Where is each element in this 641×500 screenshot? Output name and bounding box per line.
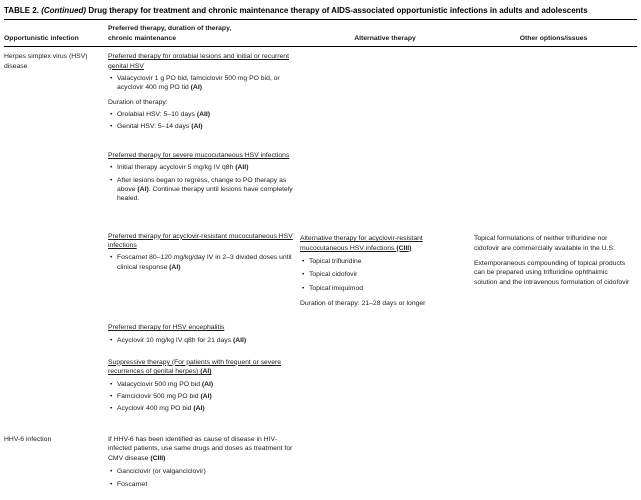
severe-mucocutaneous-heading: Preferred therapy for severe mucocutaneous HSV infections bbox=[108, 151, 290, 159]
therapy-text: After lesions began to regress, change to PO therapy as above bbox=[117, 176, 287, 193]
evidence-grade: (AI) bbox=[190, 84, 202, 92]
heading-text: Alternative therapy for acyclovir-resistant mucocutaneous HSV infections bbox=[300, 235, 423, 252]
column-header-preferred-therapy bbox=[108, 24, 296, 43]
evidence-grade: (AII) bbox=[235, 164, 249, 172]
alternative-imiquimod-bullet bbox=[300, 284, 470, 293]
column-header-other-options: Other options/issues bbox=[519, 34, 588, 42]
evidence-grade: (AI) bbox=[201, 380, 214, 388]
therapy-text: Acyclovir 400 mg PO bid bbox=[117, 405, 192, 413]
suppressive-acyclovir-bullet bbox=[108, 404, 296, 413]
evidence-grade: (AI) bbox=[169, 263, 181, 271]
hsv-preferred-cell bbox=[108, 52, 296, 414]
therapy-text: Initial therapy acyclovir 5 mg/kg IV q8h bbox=[117, 164, 234, 172]
hsv-section-severe-mucocutaneous bbox=[108, 151, 296, 204]
therapy-text: Valacyclovir 500 mg PO bid bbox=[117, 380, 200, 388]
column-header-opportunistic-infection: Opportunistic infection bbox=[4, 34, 79, 42]
therapy-text: If HHV-6 has been identified as cause of disease in HIV-infected patients, use same drugs and doses as treatment for CMV disease bbox=[108, 435, 293, 462]
column-header-preferred-line1: Preferred therapy, duration of therapy, bbox=[108, 25, 232, 33]
table-continued-label: (Continued) bbox=[41, 6, 87, 15]
hhv6-alternative-cell bbox=[300, 435, 470, 490]
table-header-row bbox=[4, 20, 637, 47]
severe-initial-therapy-bullet bbox=[108, 163, 296, 172]
hsv-alternative-cell bbox=[300, 234, 470, 414]
table-row-hsv bbox=[4, 47, 637, 414]
evidence-grade: (AI) bbox=[191, 123, 203, 131]
alternative-cidofovir-bullet bbox=[300, 270, 470, 279]
therapy-text: Valacyclovir 1 g PO bid, famciclovir 500 mg PO bid, or acyclovir 400 mg PO tid bbox=[117, 74, 280, 92]
therapy-text: Acyclovir 10 mg/kg IV q8h for 21 days bbox=[117, 336, 232, 344]
encephalitis-regimen-bullet bbox=[108, 336, 296, 345]
evidence-grade: (AI) bbox=[200, 393, 212, 401]
therapy-text: Famciclovir 500 mg PO bid bbox=[117, 393, 199, 401]
severe-stepdown-bullet bbox=[108, 176, 296, 204]
table-title-text: Drug therapy for treatment and chronic maintenance therapy of AIDS-associated opportunistic infections in adults and adolescents bbox=[88, 6, 588, 15]
hsv-section-encephalitis bbox=[108, 323, 296, 345]
therapy-text: Foscarnet 80–120 mg/kg/day IV in 2–3 divided doses until clinical response bbox=[117, 254, 292, 271]
acyclovir-resistant-heading: Preferred therapy for acyclovir-resistant mucocutaneous HSV infections bbox=[108, 232, 293, 250]
hhv6-ganciclovir-bullet bbox=[108, 467, 296, 476]
hhv6-foscarnet-bullet bbox=[108, 480, 296, 489]
column-header-preferred-line2: chronic maintenance bbox=[108, 34, 176, 42]
alternative-duration-note: Duration of therapy: 21–28 days or longer bbox=[300, 300, 426, 308]
therapy-text: Ganciclovir (or valganciclovir) bbox=[117, 467, 206, 475]
other-options-note-availability: Topical formulations of neither trifluridine nor cidofovir are commercially available in the U.S. bbox=[474, 235, 615, 252]
foscarnet-regimen-bullet bbox=[108, 253, 296, 272]
column-header-alternative-therapy: Alternative therapy bbox=[354, 34, 416, 42]
suppressive-heading bbox=[108, 358, 296, 377]
other-options-note-compounding: Extemporaneous compounding of topical products can be prepared using trifluridine ophthalmic solution and the intravenous formulation of cidofovir bbox=[474, 259, 630, 286]
table-title bbox=[4, 6, 637, 16]
hhv6-other-options-cell bbox=[474, 435, 633, 490]
evidence-grade: (AI) bbox=[193, 405, 205, 413]
suppressive-famciclovir-bullet bbox=[108, 392, 296, 401]
therapy-text: Orolabial HSV: 5–10 days bbox=[117, 111, 195, 119]
evidence-grade: (CIII) bbox=[396, 244, 412, 252]
hsv-other-options-cell bbox=[474, 234, 633, 414]
table-number: TABLE 2. bbox=[4, 6, 39, 15]
hsv-infection-name: Herpes simplex virus (HSV) disease bbox=[4, 53, 88, 70]
hsv-section-orolabial-genital bbox=[108, 52, 296, 132]
hsv-section-suppressive bbox=[108, 358, 296, 414]
therapy-text: Genital HSV: 5–14 days bbox=[117, 123, 190, 131]
orolabial-genital-heading: Preferred therapy for orolabial lesions and initial or recurrent genital HSV bbox=[108, 53, 289, 70]
orolabial-regimen-bullet bbox=[108, 74, 296, 93]
orolabial-duration-bullet bbox=[108, 110, 296, 119]
table-row-hhv6 bbox=[4, 430, 637, 490]
evidence-grade: (AI) bbox=[200, 368, 212, 376]
therapy-text: Topical cidofovir bbox=[309, 271, 358, 279]
genital-duration-bullet bbox=[108, 122, 296, 131]
hhv6-intro-paragraph bbox=[108, 435, 296, 463]
evidence-grade: (AII) bbox=[196, 111, 211, 119]
alternative-resistant-heading bbox=[300, 234, 470, 253]
heading-text: Suppressive therapy (For patients with frequent or severe recurrences of genital herpes) bbox=[108, 358, 282, 376]
hsv-section-acyclovir-resistant bbox=[108, 232, 296, 273]
therapy-text: Foscarnet bbox=[117, 481, 148, 489]
duration-of-therapy-label: Duration of therapy: bbox=[108, 98, 168, 106]
evidence-grade: (AII) bbox=[232, 336, 247, 344]
suppressive-valacyclovir-bullet bbox=[108, 380, 296, 389]
therapy-text: Topical trifluridine bbox=[309, 257, 362, 265]
hhv6-preferred-cell bbox=[108, 435, 296, 490]
therapy-text: Topical imiquimod bbox=[309, 284, 364, 292]
evidence-grade: (CIII) bbox=[150, 454, 166, 462]
hhv6-infection-name: HHV-6 infection bbox=[4, 435, 52, 443]
encephalitis-heading: Preferred therapy for HSV encephalitis bbox=[108, 324, 225, 332]
alternative-trifluridine-bullet bbox=[300, 257, 470, 266]
evidence-grade: (AI) bbox=[137, 185, 149, 193]
therapy-text-continued: . Continue therapy until lesions have completely healed. bbox=[117, 185, 293, 203]
